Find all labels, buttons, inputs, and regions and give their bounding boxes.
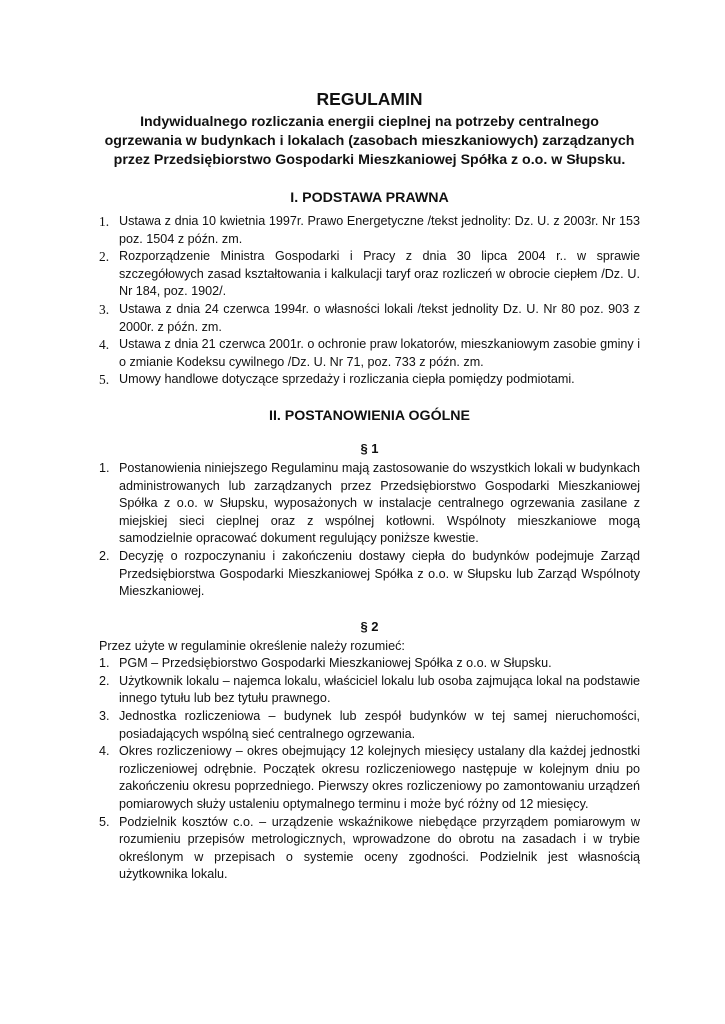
item-number: 1. bbox=[99, 656, 110, 671]
definitions-list bbox=[99, 655, 640, 884]
item-text: Ustawa z dnia 24 czerwca 1994r. o własności lokali /tekst jednolity Dz. U. Nr 80 poz. 903 z 2000r. z późn. zm. bbox=[119, 301, 640, 334]
item-number: 3. bbox=[99, 301, 110, 317]
item-text: Rozporządzenie Ministra Gospodarki i Pracy z dnia 30 lipca 2004 r.. w sprawie szczegółowych zasad kształtowania i kalkulacji taryf oraz rozliczeń w obrocie ciepłem /Dz. U. Nr 184, poz. 1902/. bbox=[119, 249, 640, 299]
section-heading-legal-basis: I. PODSTAWA PRAWNA bbox=[290, 190, 449, 206]
item-text: Postanowienia niniejszego Regulaminu mają zastosowanie do wszystkich lokali w budynkach administrowanych lub zarządzanych przez Przedsiębiorstwo Gospodarki Mieszkaniowej Spółka z o.o. w Słupsku, wyposażonych w instalacje centralnego ogrzewania zasilane z miejskiej sieci cieplnej oraz z wspólnej kotłowni. Wspólnoty mieszkaniowe mogą samodzielnie opracować dokument regulujący poniższe kwestie. bbox=[119, 460, 640, 546]
item-text: Okres rozliczeniowy – okres obejmujący 12 kolejnych miesięcy ustalany dla każdej jednostki rozliczeniowej odrębnie. Początek okresu rozliczeniowego następuje w kolejnym dniu po zakończeniu okresu poprzedniego. Pierwszy okres rozliczeniowy po zamontowaniu urządzeń pomiarowych służy ustaleniu optymalnego terminu i może być różny od 12 miesięcy. bbox=[119, 744, 640, 812]
document-title: REGULAMIN bbox=[316, 89, 423, 109]
item-number: 3. bbox=[99, 709, 110, 724]
legal-basis-list bbox=[99, 213, 640, 389]
list-item bbox=[99, 336, 640, 371]
item-text: Umowy handlowe dotyczące sprzedaży i rozliczania ciepła pomiędzy podmiotami. bbox=[119, 372, 575, 387]
item-number: 2. bbox=[99, 548, 110, 563]
item-number: 5. bbox=[99, 814, 110, 829]
list-item bbox=[99, 708, 640, 743]
list-item bbox=[99, 248, 640, 301]
paragraph-sign-2: § 2 bbox=[360, 618, 379, 634]
item-text: Podzielnik kosztów c.o. – urządzenie wskaźnikowe niebędące przyrządem pomiarowym w rozumieniu przepisów metrologicznych, wprowadzone do obrotu na zasadach i w trybie określonym w przepisach o systemie oceny zgodności. Podzielnik jest własnością użytkownika lokalu. bbox=[119, 814, 640, 882]
item-text: Użytkownik lokalu – najemca lokalu, właściciel lokalu lub osoba zajmująca lokal na podstawie innego tytułu lub bez tytułu prawnego. bbox=[119, 673, 640, 706]
document-subtitle bbox=[89, 113, 650, 170]
item-number: 1. bbox=[99, 214, 110, 229]
subtitle-line: przez Przedsiębiorstwo Gospodarki Mieszkaniowej Spółka z o.o. w Słupsku. bbox=[113, 152, 626, 168]
item-number: 5. bbox=[99, 372, 110, 388]
item-number: 2. bbox=[99, 249, 110, 265]
item-text: Ustawa z dnia 10 kwietnia 1997r. Prawo Energetyczne /tekst jednolity: Dz. U. z 2003r. Nr 153 poz. 1504 z późn. zm. bbox=[119, 214, 640, 246]
list-item bbox=[99, 673, 640, 708]
subtitle-line: ogrzewania w budynkach i lokalach (zasobach mieszkaniowych) zarządzanych bbox=[104, 133, 635, 149]
list-item bbox=[99, 548, 640, 601]
list-item bbox=[99, 655, 640, 673]
paragraph-sign-1: § 1 bbox=[360, 440, 379, 456]
list-item bbox=[99, 743, 640, 813]
list-item bbox=[99, 301, 640, 336]
paragraph-2-intro: Przez użyte w regulaminie określenie należy rozumieć: bbox=[99, 638, 405, 653]
subtitle-line: Indywidualnego rozliczania energii cieplnej na potrzeby centralnego bbox=[140, 114, 599, 130]
paragraph-1-list bbox=[99, 460, 640, 601]
item-number: 2. bbox=[99, 673, 110, 688]
item-text: Ustawa z dnia 21 czerwca 2001r. o ochronie praw lokatorów, mieszkaniowym zasobie gminy i o zmianie Kodeksu cywilnego /Dz. U. Nr 71, poz. 733 z późn. zm. bbox=[119, 337, 640, 369]
item-number: 4. bbox=[99, 337, 110, 353]
item-text: Jednostka rozliczeniowa – budynek lub zespół budynków w tej samej nieruchomości, posiadających wspólną sieć centralnego ogrzewania. bbox=[119, 709, 640, 741]
list-item bbox=[99, 814, 640, 884]
item-text: PGM – Przedsiębiorstwo Gospodarki Mieszkaniowej Spółka z o.o. w Słupsku. bbox=[119, 656, 552, 671]
item-text: Decyzję o rozpoczynaniu i zakończeniu dostawy ciepła do budynków podejmuje Zarząd Przedsiębiorstwa Gospodarki Mieszkaniowej Spółka z o.o. w Słupsku lub Zarząd Wspólnoty Mieszkaniowej. bbox=[119, 548, 640, 599]
list-item bbox=[99, 213, 640, 248]
item-number: 4. bbox=[99, 744, 110, 759]
item-number: 1. bbox=[99, 460, 110, 475]
list-item bbox=[99, 460, 640, 548]
list-item bbox=[99, 371, 640, 389]
section-heading-general-provisions: II. POSTANOWIENIA OGÓLNE bbox=[269, 407, 470, 424]
